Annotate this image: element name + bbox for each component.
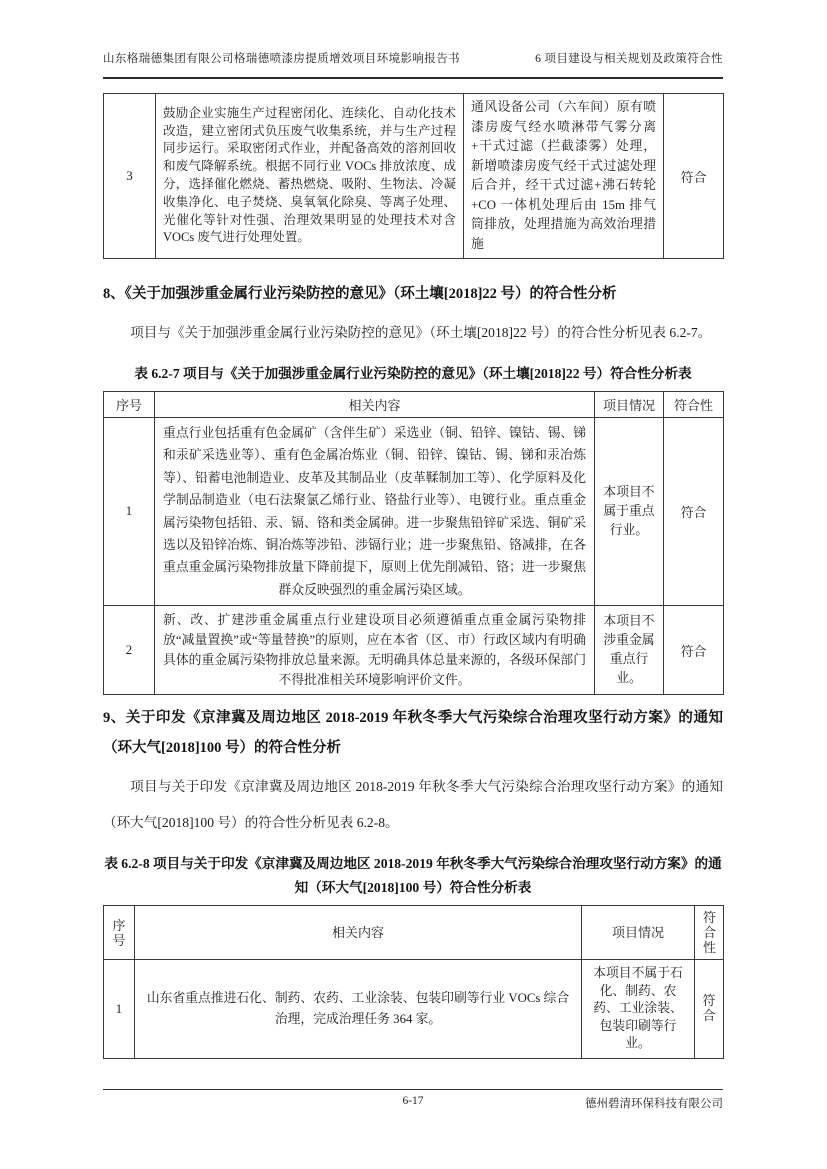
continued-compliance-table — [103, 93, 724, 259]
cell-related-content: 重点行业包括重有色金属矿（含伴生矿）采选业（铜、铅锌、镍钴、锡、锑和汞矿采选业等）、重有色金属冶炼业（铜、铅锌、镍钴、锡、锑和汞冶炼等）、铅蓄电池制造业、皮革及其制品业（皮革鞣制加工等）、化学原料及化学制品制造业（电石法聚氯乙烯行业、铬盐行业等）、电镀行业。重点重金属污染物包括铅、汞、镉、铬和类金属砷。进一步聚焦铅锌矿采选、铜矿采选以及铅锌冶炼、铜冶炼等涉铅、涉镉行业；进一步聚焦铅、铬减排，在各重点重金属污染物排放量下降前提下，原则上优先削减铅、铬；进一步聚焦群众反映强烈的重金属污染区域。 — [155, 418, 595, 606]
cell-conformity: 符合 — [695, 960, 724, 1059]
cell-project-situation: 本项目不涉重金属重点行业。 — [595, 606, 664, 695]
table-header-row — [104, 392, 724, 418]
table-6-2-8-caption: 表 6.2-8 项目与关于印发《京津冀及周边地区 2018-2019 年秋冬季大气污染综合治理攻坚行动方案》的通知（环大气[2018]100 号）符合性分析表 — [104, 856, 722, 896]
cell-project-situation: 本项目不属于石化、制药、农药、工业涂装、包装印刷等行业。 — [582, 960, 695, 1059]
table-row — [104, 418, 724, 606]
section-8-heading: 8、《关于加强涉重金属行业污染防控的意见》（环土壤[2018]22 号）的符合性分析 — [103, 286, 617, 302]
header-related-content: 相关内容 — [155, 392, 595, 418]
header-conformity: 符合性 — [695, 906, 724, 960]
header-project-situation: 项目情况 — [595, 392, 664, 418]
table-header-row — [104, 906, 724, 960]
section-9-heading: 9、关于印发《京津冀及周边地区 2018-2019 年秋冬季大气污染综合治理攻坚行动方案》的通知（环大气[2018]100 号）的符合性分析 — [103, 710, 723, 757]
footer-company-name: 德州碧清环保科技有限公司 — [585, 1098, 723, 1110]
table-6-2-7-caption: 表 6.2-7 项目与《关于加强涉重金属行业污染防控的意见》（环土壤[2018]22 号）符合性分析表 — [134, 366, 692, 381]
cell-serial-number: 1 — [104, 960, 135, 1059]
cell-project-situation: 通风设备公司（六车间）原有喷漆房废气经水喷淋带气雾分离+干式过滤（拦截漆雾）处理，新增喷漆房废气经干式过滤处理后合并，经干式过滤+沸石转轮+CO 一体机处理后由 15m 排气筒排放，处理措施为高效治理措施 — [464, 94, 664, 259]
table-6-2-8 — [103, 905, 724, 1059]
page-number: 6-17 — [402, 1095, 424, 1107]
cell-project-situation: 本项目不属于重点行业。 — [595, 418, 664, 606]
header-serial-number: 序号 — [104, 906, 135, 960]
cell-conformity: 符合 — [664, 606, 724, 695]
cell-related-content: 山东省重点推进石化、制药、农药、工业涂装、包装印刷等行业 VOCs 综合治理，完成治理任务 364 家。 — [135, 960, 582, 1059]
running-header-left: 山东格瑞德集团有限公司格瑞德喷漆房提质增效项目环境影响报告书 — [103, 53, 460, 65]
cell-conformity: 符合 — [664, 418, 724, 606]
cell-conformity: 符合 — [664, 94, 724, 259]
running-header — [103, 50, 723, 79]
table-row — [104, 960, 724, 1059]
table-row — [104, 606, 724, 695]
cell-serial-number: 2 — [104, 606, 155, 695]
cell-related-content: 新、改、扩建涉重金属重点行业建设项目必须遵循重点重金属污染物排放“减量置换”或“等量替换”的原则，应在本省（区、市）行政区域内有明确具体的重金属污染物排放总量来源。无明确具体总量来源的，各级环保部门不得批准相关环境影响评价文件。 — [155, 606, 595, 695]
running-header-right: 6 项目建设与相关规划及政策符合性 — [535, 53, 723, 65]
cell-serial-number: 3 — [104, 94, 156, 259]
header-conformity: 符合性 — [664, 392, 724, 418]
header-serial-number: 序号 — [104, 392, 155, 418]
header-project-situation: 项目情况 — [582, 906, 695, 960]
cell-related-content: 鼓励企业实施生产过程密闭化、连续化、自动化技术改造，建立密闭式负压废气收集系统，并与生产过程同步运行。采取密闭式作业，并配备高效的溶剂回收和废气降解系统。根据不同行业 VOCs 排放浓度、成分，选择催化燃烧、蓄热燃烧、吸附、生物法、冷凝收集净化、电子焚烧、臭氧氧化除臭、等离子处理、光催化等针对性强、治理效果明显的处理技术对含 VOCs 废气进行处理处置。 — [156, 94, 464, 259]
table-row — [104, 94, 724, 259]
table-6-2-7 — [103, 391, 724, 695]
section-8-paragraph: 项目与《关于加强涉重金属行业污染防控的意见》（环土壤[2018]22 号）的符合性分析见表 6.2-7。 — [130, 325, 712, 340]
cell-serial-number: 1 — [104, 418, 155, 606]
header-related-content: 相关内容 — [135, 906, 582, 960]
running-footer — [103, 1089, 723, 1110]
section-9-paragraph: 项目与关于印发《京津冀及周边地区 2018-2019 年秋冬季大气污染综合治理攻坚行动方案》的通知（环大气[2018]100 号）的符合性分析见表 6.2-8。 — [103, 779, 723, 831]
